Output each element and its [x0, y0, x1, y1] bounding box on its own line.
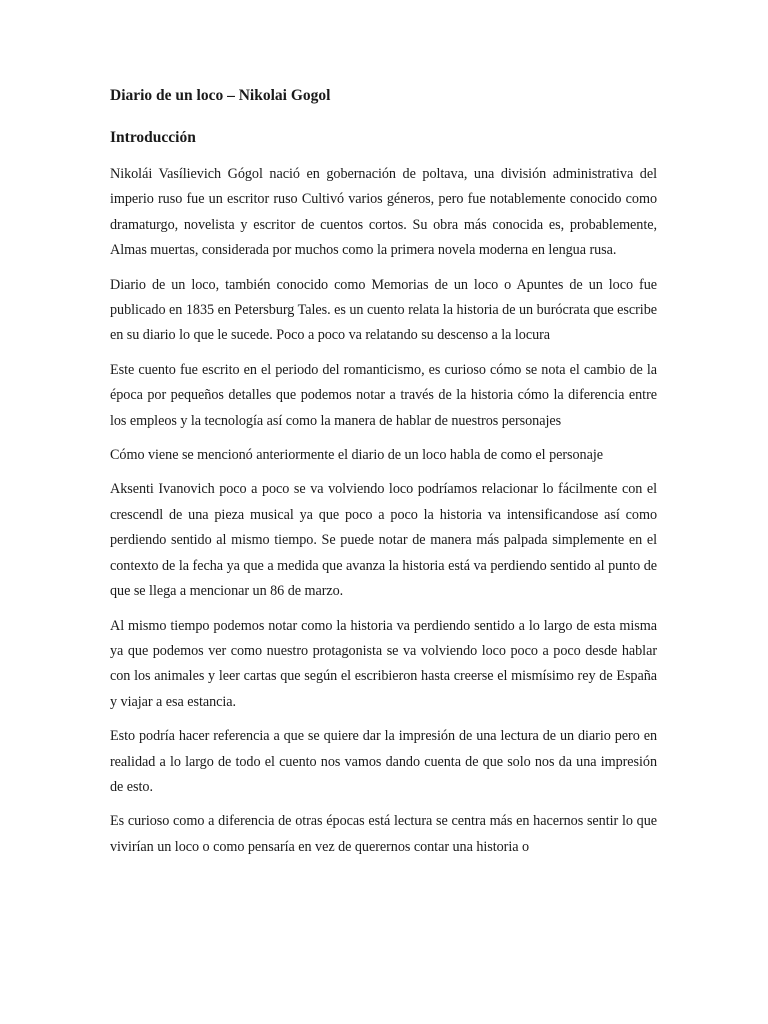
section-heading-introduccion: Introducción [110, 129, 196, 146]
paragraph: Al mismo tiempo podemos notar como la historia va perdiendo sentido a lo largo de esta misma ya que podemos ver como nuestro protagonista se va volviendo loco poco a poco desde hablar con los animales y leer cartas que según el escribieron hasta creerse el mismísimo rey de España y viajar a esa estancia. [110, 617, 657, 710]
paragraph: Es curioso como a diferencia de otras épocas está lectura se centra más en hacernos sentir lo que vivirían un loco o como pensaría en vez de querernos contar una historia o [110, 813, 657, 855]
paragraph: Aksenti Ivanovich poco a poco se va volviendo loco podríamos relacionar lo fácilmente con el crescendl de una pieza musical ya que poco a poco la historia va intensificandose así como perdiendo sentido al mismo tiempo. Se puede notar de manera más palpada simplemente en el contexto de la fecha ya que a medida que avanza la historia está va perdiendo sentido al punto de que se llega a mencionar un 86 de marzo. [110, 481, 657, 600]
paragraph: Nikolái Vasílievich Gógol nació en gobernación de poltava, una división administrativa del imperio ruso fue un escritor ruso Cultivó varios géneros, pero fue notablemente conocido como dramaturgo, novelista y escritor de cuentos cortos. Su obra más conocida es, probablemente, Almas muertas, considerada por muchos como la primera novela moderna en lengua rusa. [110, 166, 657, 259]
document-title: Diario de un loco – Nikolai Gogol [110, 87, 331, 104]
document-page [110, 84, 657, 869]
paragraph: Diario de un loco, también conocido como Memorias de un loco o Apuntes de un loco fue publicado en 1835 en Petersburg Tales. es un cuento relata la historia de un burócrata que escribe en su diario lo que le sucede. Poco a poco va relatando su descenso a la locura [110, 276, 657, 344]
paragraph: Cómo viene se mencionó anteriormente el diario de un loco habla de como el personaje [110, 447, 603, 464]
paragraph: Este cuento fue escrito en el periodo del romanticismo, es curioso cómo se nota el cambio de la época por pequeños detalles que podemos notar a través de la historia cómo la diferencia entre los empleos y la tecnología así como la manera de hablar de nuestros personajes [110, 361, 657, 429]
paragraph: Esto podría hacer referencia a que se quiere dar la impresión de una lectura de un diario pero en realidad a lo largo de todo el cuento nos vamos dando cuenta de que solo nos da una impresión de esto. [110, 728, 657, 795]
